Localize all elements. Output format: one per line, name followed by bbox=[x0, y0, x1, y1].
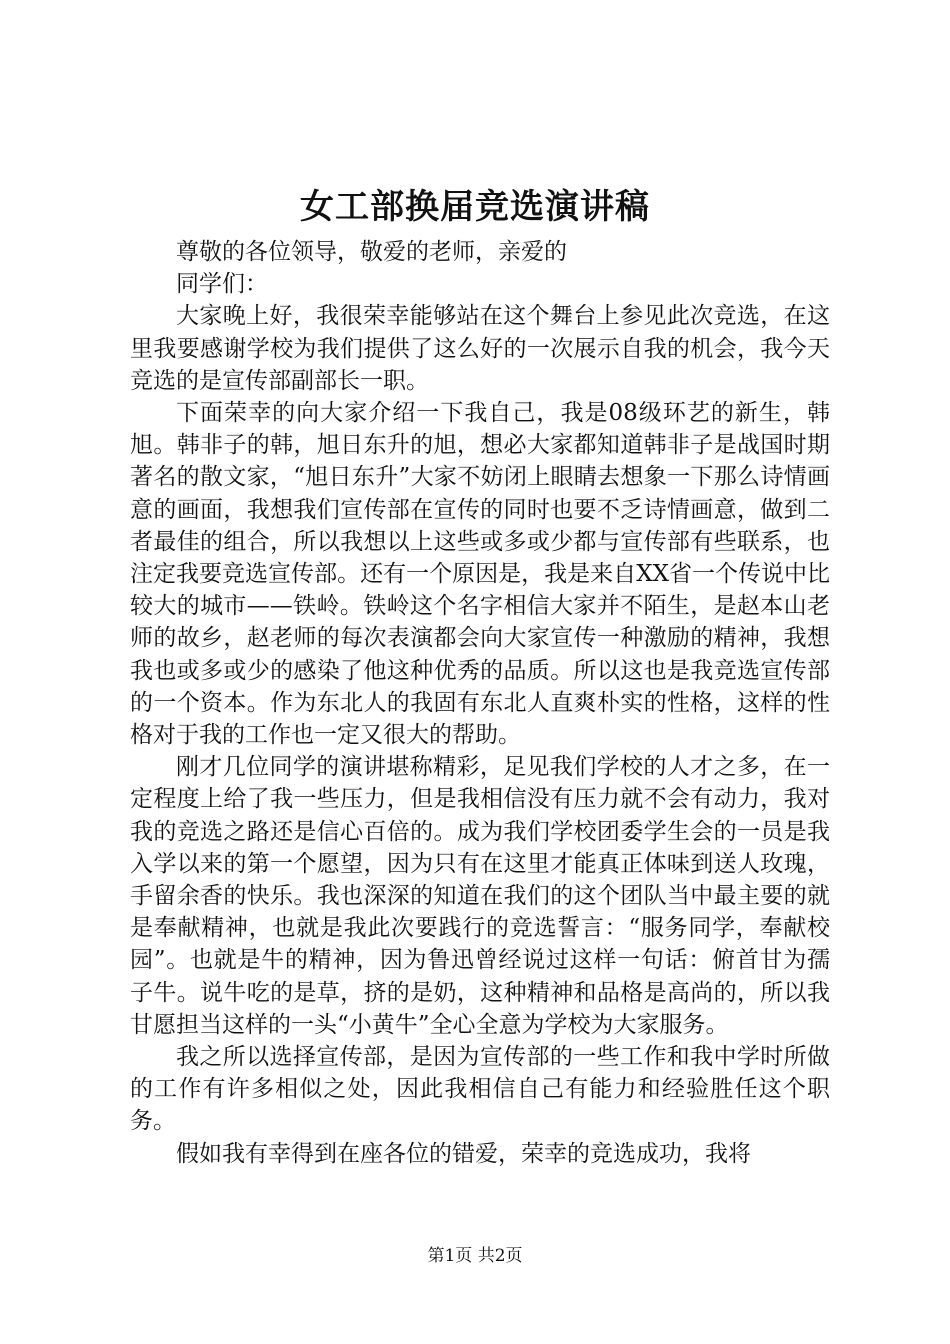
document-title: 女工部换届竞选演讲稿 bbox=[300, 187, 650, 227]
paragraph: 假如我有幸得到在座各位的错爱，荣幸的竞选成功，我将 bbox=[176, 1140, 751, 1167]
salutation-line-2: 同学们： bbox=[176, 271, 268, 298]
page-number-footer: 第1页 共2页 bbox=[427, 1246, 523, 1266]
paragraph: 刚才几位同学的演讲堪称精彩，足见我们学校的人才之多，在一定程度上给了我一些压力，但是我相信没有压力就不会有动力，我对我的竞选之路还是信心百倍的。成为我们学校团委学生会的一员是我入学以来的第一个愿望，因为只有在这里才能真正体味到送人玫瑰，手留余香的快乐。我也深深的知道在我们的这个团队当中最主要的就是奉献精神，也就是我此次要践行的竞选誓言：“服务同学，奉献校园”。也就是牛的精神，因为鲁迅曾经说过这样一句话：俯首甘为孺子牛。说牛吃的是草，挤的是奶，这种精神和品格是高尚的，所以我甘愿担当这样的一头“小黄牛”全心全意为学校为大家服务。 bbox=[130, 754, 830, 1038]
salutation-line-1: 尊敬的各位领导，敬爱的老师，亲爱的 bbox=[176, 239, 567, 265]
paragraph: 我之所以选择宣传部，是因为宣传部的一些工作和我中学时所做的工作有许多相似之处，因此我相信自己有能力和经验胜任这个职务。 bbox=[130, 1044, 830, 1135]
document-body bbox=[130, 236, 830, 1170]
paragraph: 大家晚上好，我很荣幸能够站在这个舞台上参见此次竞选，在这里我要感谢学校为我们提供了这么好的一次展示自我的机会，我今天竞选的是宣传部副部长一职。 bbox=[130, 303, 830, 394]
paragraph: 下面荣幸的向大家介绍一下我自己，我是08级环艺的新生，韩旭。韩非子的韩，旭日东升的旭，想必大家都知道韩非子是战国时期著名的散文家，“旭日东升”大家不妨闭上眼睛去想象一下那么诗情画意的画面，我想我们宣传部在宣传的同时也要不乏诗情画意，做到二者最佳的组合，所以我想以上这些或多或少都与宣传部有些联系，也注定我要竞选宣传部。还有一个原因是，我是来自XX省一个传说中比较大的城市——铁岭。铁岭这个名字相信大家并不陌生，是赵本山老师的故乡，赵老师的每次表演都会向大家宣传一种激励的精神，我想我也或多或少的感染了他这种优秀的品质。所以这也是我竞选宣传部的一个资本。作为东北人的我固有东北人直爽朴实的性格，这样的性格对于我的工作也一定又很大的帮助。 bbox=[130, 400, 830, 749]
